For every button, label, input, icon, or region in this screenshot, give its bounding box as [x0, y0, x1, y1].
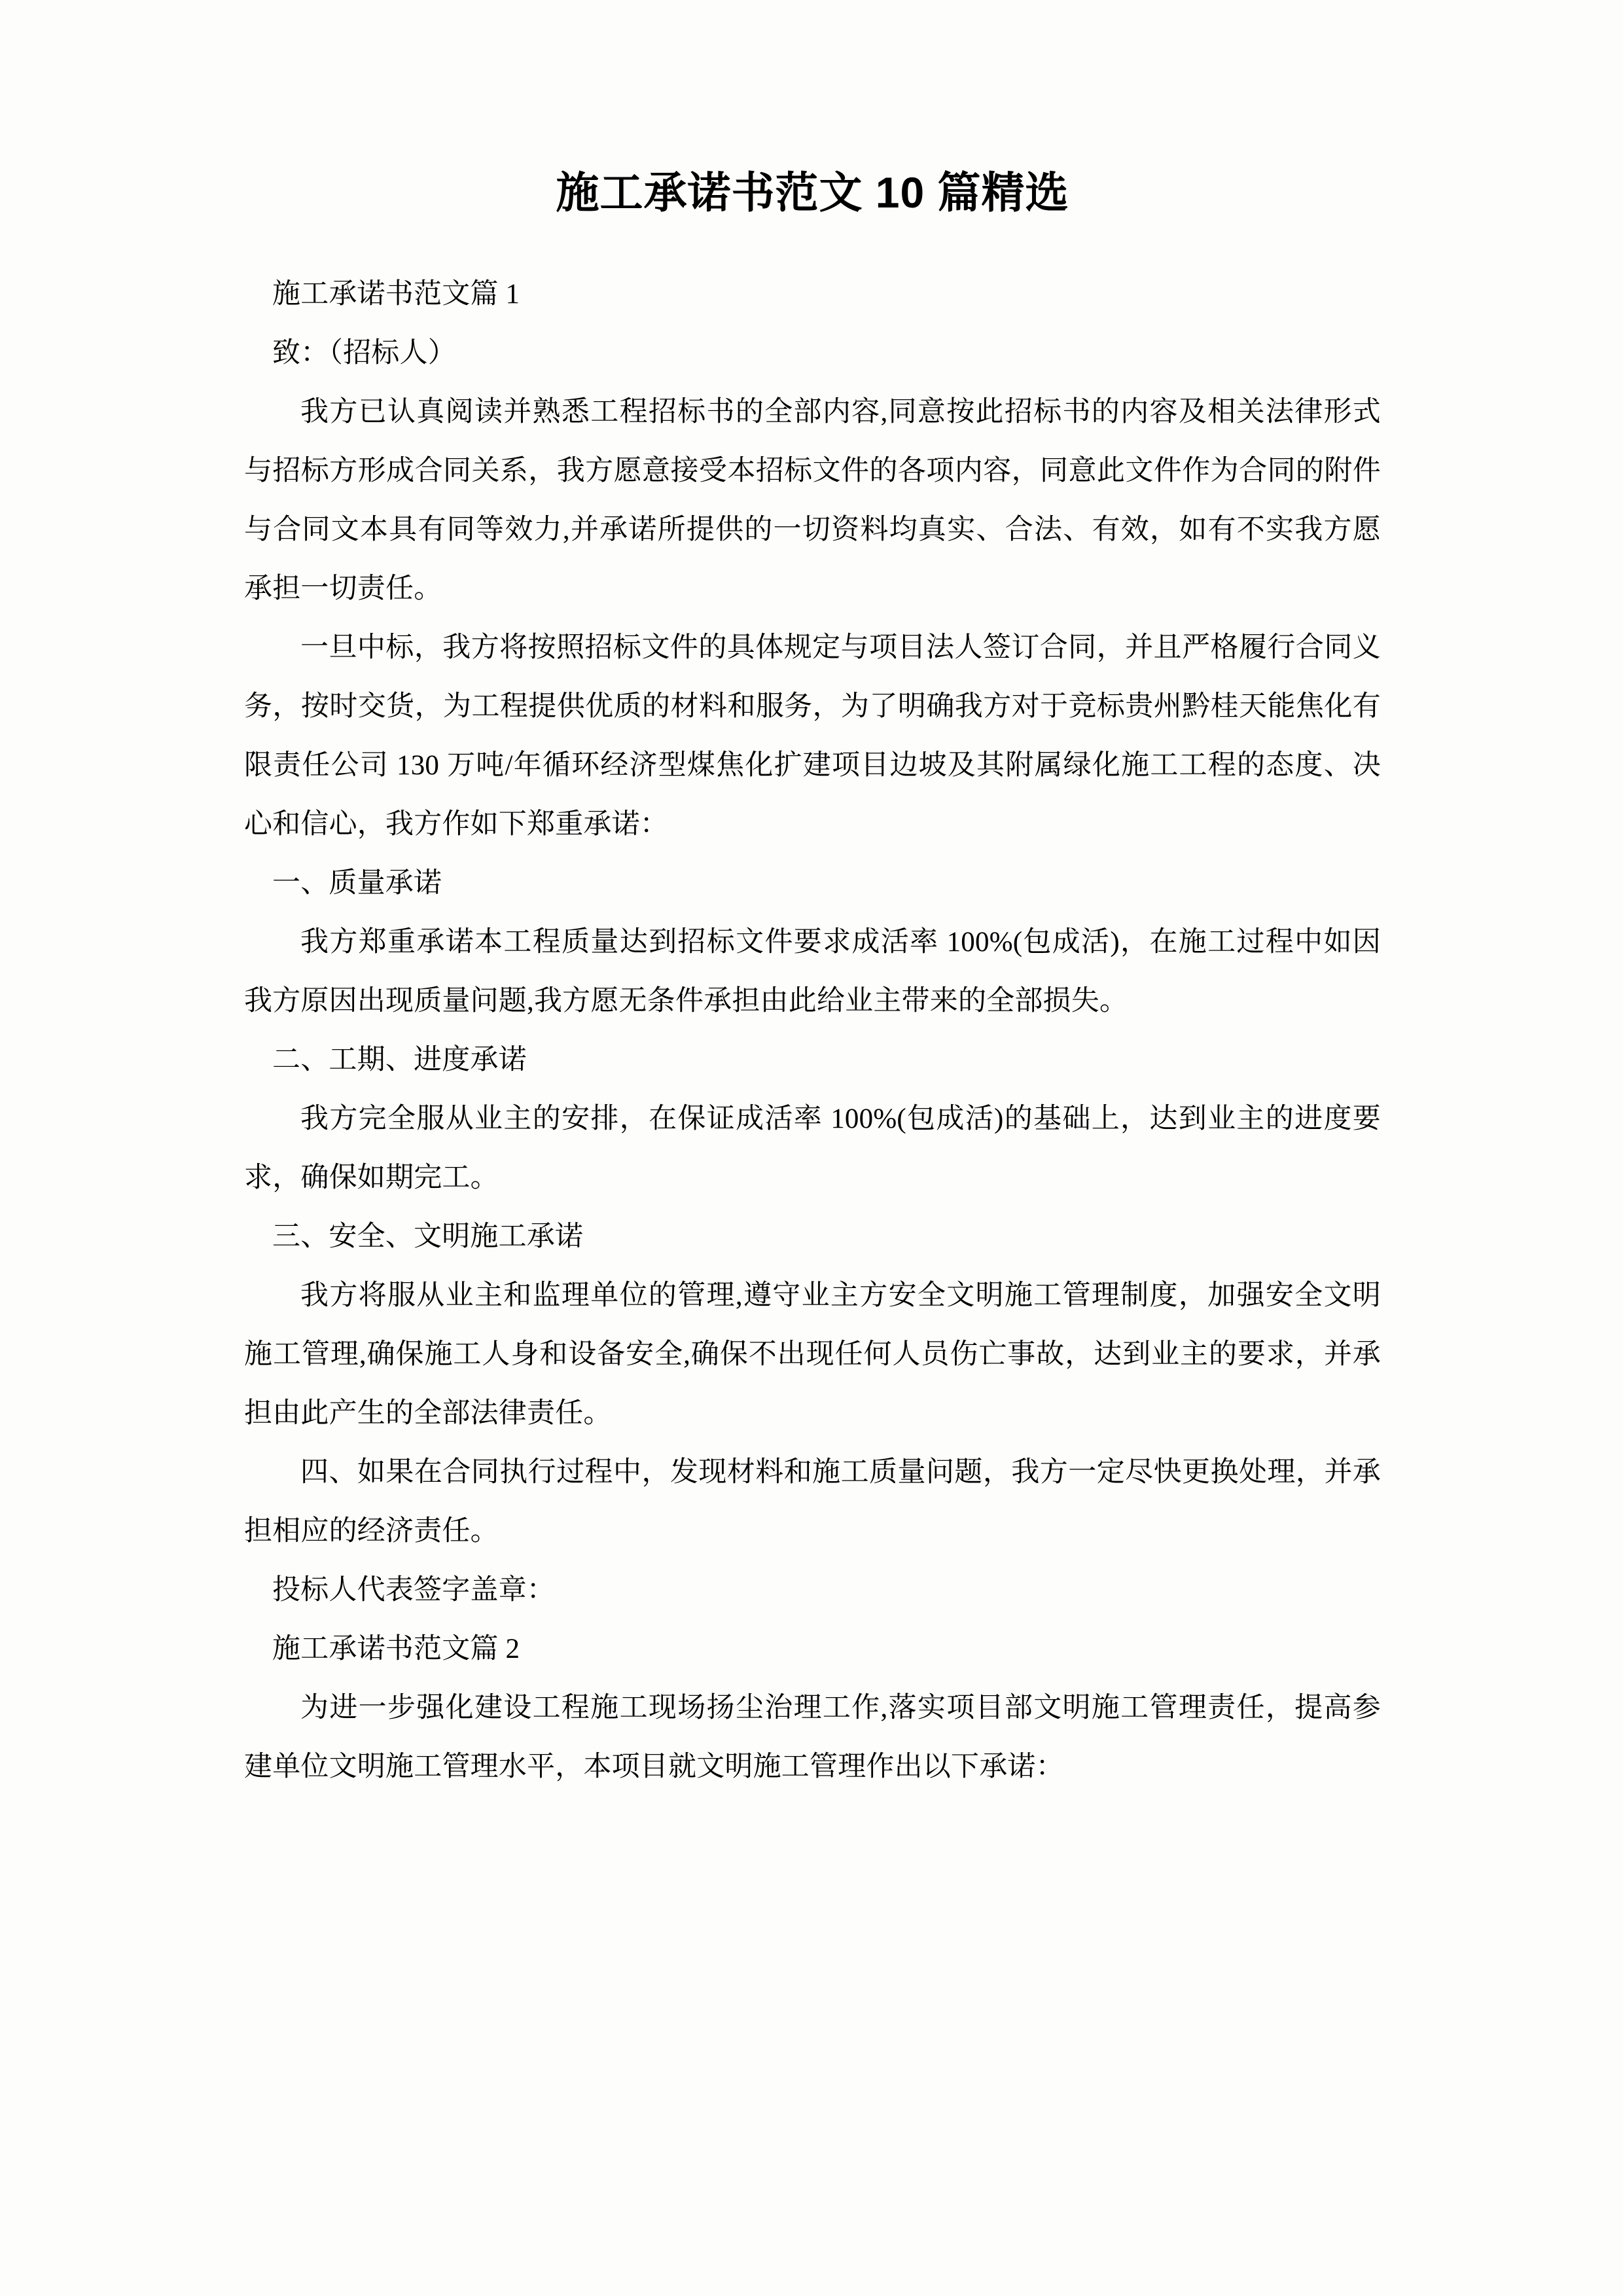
body-paragraph: 我方已认真阅读并熟悉工程招标书的全部内容,同意按此招标书的内容及相关法律形式与招标方形成合同关系，我方愿意接受本招标文件的各项内容，同意此文件作为合同的附件与合同文本具有同等效力,并承诺所提供的一切资料均真实、合法、有效，如有不实我方愿承担一切责任。	[244, 397, 1381, 605]
body-paragraph: 为进一步强化建设工程施工现场扬尘治理工作,落实项目部文明施工管理责任，提高参建单位文明施工管理水平，本项目就文明施工管理作出以下承诺：	[244, 1693, 1381, 1783]
body-paragraph: 一旦中标，我方将按照招标文件的具体规定与项目法人签订合同，并且严格履行合同义务，按时交货，为工程提供优质的材料和服务，为了明确我方对于竞标贵州黔桂天能焦化有限责任公司 130 万吨/年循环经济型煤焦化扩建项目边坡及其附属绿化施工工程的态度、决心和信心，我方作如下郑重承诺：	[244, 632, 1381, 840]
page-title: 施工承诺书范文 10 篇精选	[556, 168, 1069, 217]
body-paragraph: 我方郑重承诺本工程质量达到招标文件要求成活率 100%(包成活)，在施工过程中如因我方原因出现质量问题,我方愿无条件承担由此给业主带来的全部损失。	[244, 927, 1381, 1017]
numbered-heading: 一、质量承诺	[272, 868, 442, 899]
numbered-heading: 三、安全、文明施工承诺	[272, 1221, 584, 1253]
section-heading-piece-1: 施工承诺书范文篇 1	[272, 279, 520, 310]
document-body	[244, 265, 1381, 1797]
signature-line: 投标人代表签字盖章：	[272, 1575, 555, 1606]
numbered-heading: 二、工期、进度承诺	[272, 1045, 527, 1076]
document-content	[244, 164, 1381, 1797]
body-paragraph: 我方完全服从业主的安排，在保证成活率 100%(包成活)的基础上，达到业主的进度要求，确保如期完工。	[244, 1103, 1381, 1194]
salutation-line: 致：（招标人）	[272, 338, 456, 369]
body-paragraph: 我方将服从业主和监理单位的管理,遵守业主方安全文明施工管理制度，加强安全文明施工管理,确保施工人身和设备安全,确保不出现任何人员伤亡事故，达到业主的要求，并承担由此产生的全部法律责任。	[244, 1280, 1381, 1429]
numbered-heading: 四、如果在合同执行过程中，发现材料和施工质量问题，我方一定尽快更换处理，并承担相应的经济责任。	[244, 1457, 1381, 1547]
section-heading-piece-2: 施工承诺书范文篇 2	[272, 1634, 520, 1665]
